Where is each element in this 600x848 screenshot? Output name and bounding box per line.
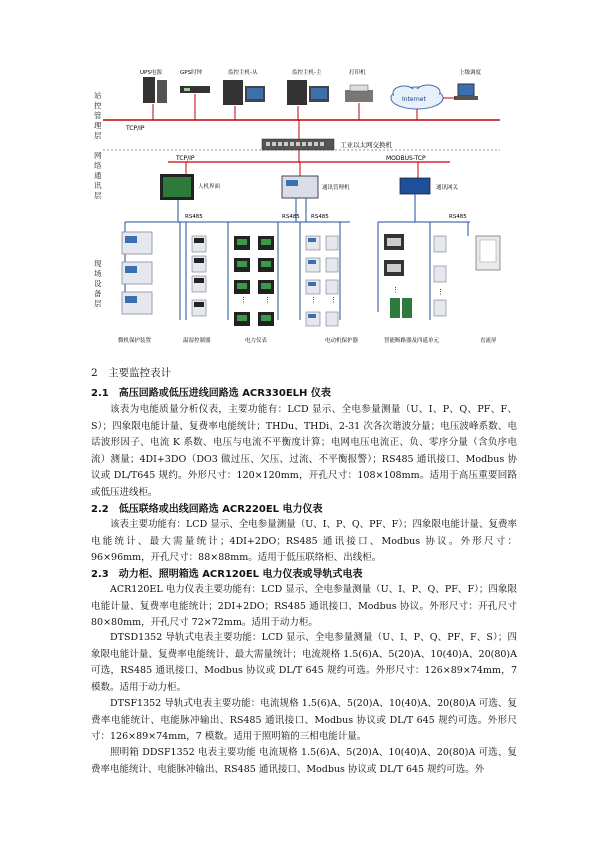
- field-group-dc-panel: [468, 222, 500, 344]
- gps-clock-device: [180, 68, 210, 93]
- comm-manager-label: 通讯管理机: [322, 185, 350, 191]
- svg-text:理: 理: [94, 121, 102, 130]
- field-label-meters: 电力仪表: [245, 338, 268, 344]
- host-slave-label: 监控主机-从: [228, 70, 258, 76]
- section-heading-2-1: 2.1 高压回路或低压进线回路选 ACR330ELH 仪表: [91, 388, 331, 399]
- svg-text:络: 络: [94, 161, 102, 170]
- tcpip-top-label: TCP/IP: [126, 125, 145, 132]
- field-label-protection: 微机保护装置: [118, 338, 152, 344]
- ups-label: UPS电源: [140, 70, 162, 76]
- rs485-label: RS485: [449, 214, 467, 220]
- system-architecture-diagram: [0, 0, 600, 350]
- paragraph: DTSF1352 导轨式电表主要功能：电流规格 1.5(6)A、5(20)A、10(40)A、20(80)A 可选、复费率电能统计、电能脉冲输出、RS485 通讯接口、Modbus 协议或 DL/T 645 规约可选。外形尺寸：126×89×74mm，7 模数。适用于照明箱的三相电能计量。: [91, 698, 517, 743]
- field-group-meters: [228, 222, 278, 344]
- rs485-label: RS485: [311, 214, 329, 220]
- svg-text:站: 站: [94, 91, 102, 100]
- printer-device: [345, 68, 373, 102]
- section-heading-2-2: 2.2 低压联络或出线回路选 ACR220EL 电力仪表: [91, 504, 323, 515]
- comm-gateway-label: 通讯网关: [436, 185, 459, 191]
- ethernet-switch: [262, 139, 393, 150]
- section-heading-2-3: 2.3 动力柜、照明箱选 ACR120EL 电力仪表或导轨式电表: [91, 569, 363, 580]
- host-master-label: 监控主机-主: [292, 70, 322, 76]
- svg-text:⋮: ⋮: [240, 296, 247, 304]
- gps-label: GPS时钟: [180, 70, 203, 76]
- field-group-breakers: [378, 222, 446, 344]
- svg-text:通: 通: [94, 171, 102, 180]
- layer-label-network: [94, 151, 102, 200]
- paragraph: 照明箱 DDSF1352 电表主要功能 电流规格 1.5(6)A、5(20)A、10(40)A、20(80)A 可选、复费率电能统计、电能脉冲输出、RS485 通讯接口、Modbus 协议或 DL/T 645 规约可选。外: [91, 747, 517, 775]
- tcpip-mid-label: TCP/IP: [176, 155, 195, 162]
- switch-label: 工业以太网交换机: [340, 141, 392, 149]
- field-label-breakers: 智能断路器及四遥单元: [384, 338, 440, 344]
- svg-text:⋮: ⋮: [264, 296, 271, 304]
- comm-manager-device: [282, 176, 350, 198]
- hmi-device: [160, 174, 221, 200]
- field-label-dc-panel: 直流屏: [480, 338, 497, 344]
- upper-dispatch-label: 上级调度: [459, 70, 482, 76]
- field-group-protection: [118, 222, 152, 344]
- svg-text:层: 层: [94, 191, 102, 200]
- monitor-host-slave: [223, 68, 265, 105]
- svg-text:网: 网: [94, 151, 102, 160]
- printer-label: 打印机: [349, 70, 366, 76]
- paragraph: ACR120EL 电力仪表主要功能有：LCD 显示、全电参量测量（U、I、P、Q、PF、F）；四象限电能计量、复费率电能统计；2DI+2DO；RS485 通讯接口、Modbus 协议。外形尺寸：开孔尺寸 80×80mm，开孔尺寸 72×72mm。适用于动力柜。: [91, 584, 517, 629]
- monitor-host-master: [287, 68, 329, 105]
- ups-device: [140, 68, 167, 103]
- paragraph: 该表为电能质量分析仪表，主要功能有：LCD 显示、全电参量测量（U、I、P、Q、PF、F、S）；四象限电能计量、复费率电能统计；THDu、THDi、2-31 次各次谐波分量；电压波峰系数、电话波形因子、电流 K 系数、电压与电流不平衡度计算；电网电压电流正、负、零序分量（含负序电流）测量；4DI+3DO（DO3 做过压、欠压、过流、不平衡报警）；RS485 通讯接口、Modbus 协议或 DL/T645 规约。外形尺寸：120×120mm，开孔尺寸：108×108mm。适用于高压重要回路或低压进线柜。: [91, 404, 517, 498]
- svg-text:场: 场: [94, 269, 102, 278]
- field-group-motor-protection: [300, 222, 359, 344]
- section-title: 2 主要监控表计: [91, 367, 172, 379]
- svg-text:控: 控: [94, 101, 102, 110]
- layer-label-field: [94, 259, 102, 308]
- svg-text:⋮: ⋮: [310, 296, 317, 304]
- svg-text:层: 层: [94, 299, 102, 308]
- svg-text:讯: 讯: [94, 181, 102, 190]
- svg-text:⋮: ⋮: [392, 286, 399, 294]
- svg-text:管: 管: [94, 111, 102, 120]
- svg-text:设: 设: [94, 279, 102, 288]
- svg-text:⋮: ⋮: [437, 288, 444, 296]
- svg-text:⋮: ⋮: [330, 296, 337, 304]
- internet-cloud: [391, 85, 443, 109]
- svg-text:备: 备: [94, 289, 102, 298]
- field-label-temp-humidity: 温湿控制器: [183, 338, 211, 344]
- rs485-label: RS485: [282, 214, 300, 220]
- paragraph: DTSD1352 导轨式电表主要功能：LCD 显示、全电参量测量（U、I、P、Q、PF、F、S）；四象限电能计量、复费率电能统计、最大需量统计；电流规格 1.5(6)A、5(20)A、10(40)A、20(80)A 可选，RS485 通讯接口、Modbus 协议或 DL/T 645 规约可选。外形尺寸：126×89×74mm，7 模数。适用于动力柜。: [91, 632, 517, 693]
- paragraph: 该表主要功能有：LCD 显示、全电参量测量（U、I、P、Q、PF、F）；四象限电能计量、复费率电能统计、最大需量统计；4DI+2DO；RS485 通讯接口、Modbus 协议。外形尺寸：96×96mm，开孔尺寸：88×88mm。适用于低压联络柜、出线柜。: [91, 519, 517, 564]
- svg-text:现: 现: [94, 259, 102, 268]
- svg-text:层: 层: [94, 131, 102, 140]
- internet-label: Internet: [402, 96, 426, 103]
- comm-gateway-device: [400, 178, 459, 194]
- modbus-tcp-label: MODBUS-TCP: [386, 155, 426, 162]
- layer-label-station: [94, 90, 102, 140]
- hmi-label: 人机界面: [198, 184, 221, 190]
- field-label-motor-protection: 电动机保护器: [325, 338, 359, 344]
- field-group-temp-humidity: [180, 222, 211, 344]
- rs485-label: RS485: [185, 214, 203, 220]
- upper-dispatch-device: [454, 68, 482, 100]
